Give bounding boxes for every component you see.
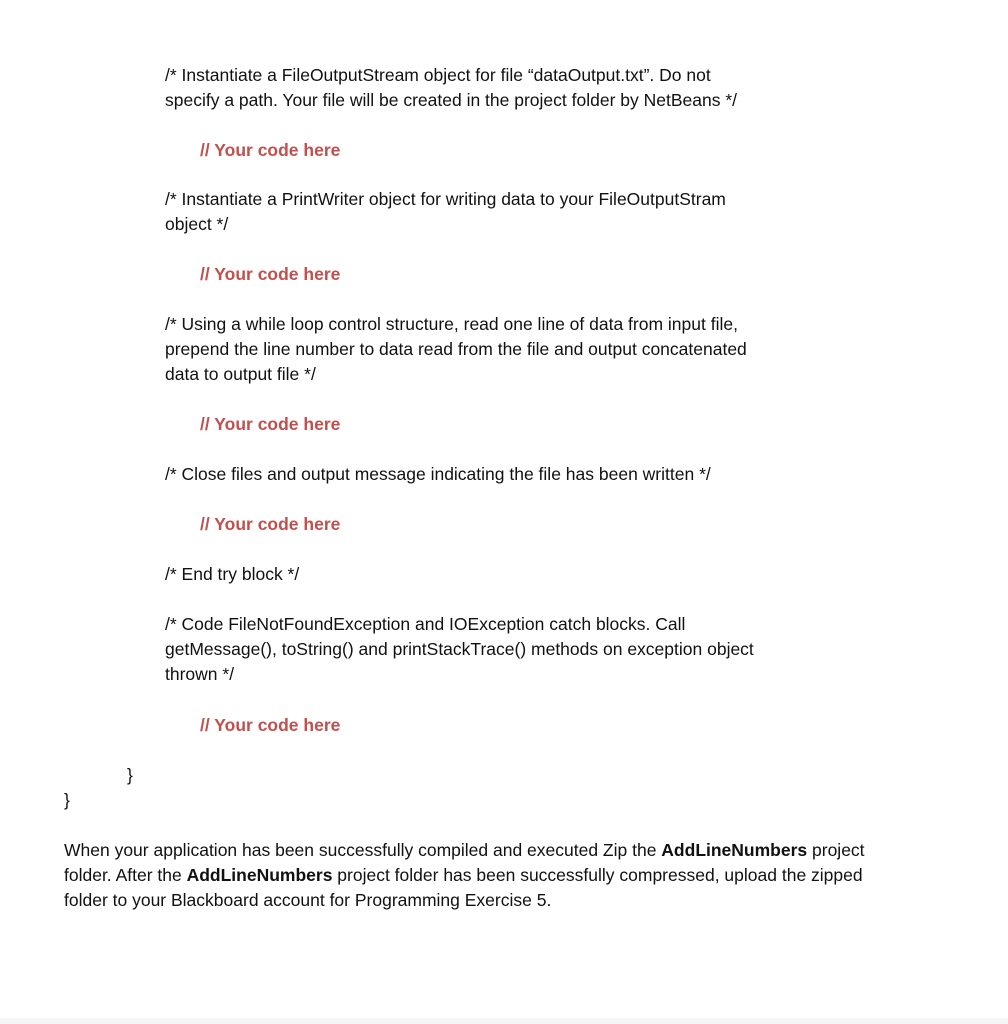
comment-line: object */ (165, 214, 229, 234)
comment-line: /* Instantiate a PrintWriter object for writing data to your FileOutputStram (165, 189, 726, 209)
code-placeholder: // Your code here (200, 140, 341, 160)
comment-line: /* Code FileNotFoundException and IOException catch blocks. Call (165, 614, 686, 634)
project-name: AddLineNumbers (661, 840, 808, 860)
instructions-line-1: When your application has been successfully compiled and executed Zip the AddLineNumbers project (64, 840, 865, 860)
closing-brace-inner: } (127, 765, 133, 785)
code-placeholder: // Your code here (200, 414, 341, 434)
instructions-line-3: folder to your Blackboard account for Programming Exercise 5. (64, 890, 552, 910)
comment-line: data to output file */ (165, 364, 316, 384)
code-placeholder: // Your code here (200, 264, 341, 284)
project-name: AddLineNumbers (186, 865, 333, 885)
comment-line: thrown */ (165, 664, 235, 684)
comment-line: /* Instantiate a FileOutputStream object for file “dataOutput.txt”. Do not (165, 65, 711, 85)
comment-line: /* End try block */ (165, 564, 300, 584)
comment-line: specify a path. Your file will be created in the project folder by NetBeans */ (165, 90, 737, 110)
instructions-line-2: folder. After the AddLineNumbers project folder has been successfully compressed, upload the zipped (64, 865, 863, 885)
code-placeholder: // Your code here (200, 514, 341, 534)
code-placeholder: // Your code here (200, 715, 341, 735)
comment-line: getMessage(), toString() and printStackTrace() methods on exception object (165, 639, 754, 659)
comment-line: /* Close files and output message indicating the file has been written */ (165, 464, 711, 484)
closing-brace-outer: } (64, 790, 70, 810)
comment-line: /* Using a while loop control structure, read one line of data from input file, (165, 314, 738, 334)
page-bottom-edge (0, 1018, 1008, 1024)
comment-line: prepend the line number to data read from the file and output concatenated (165, 339, 747, 359)
